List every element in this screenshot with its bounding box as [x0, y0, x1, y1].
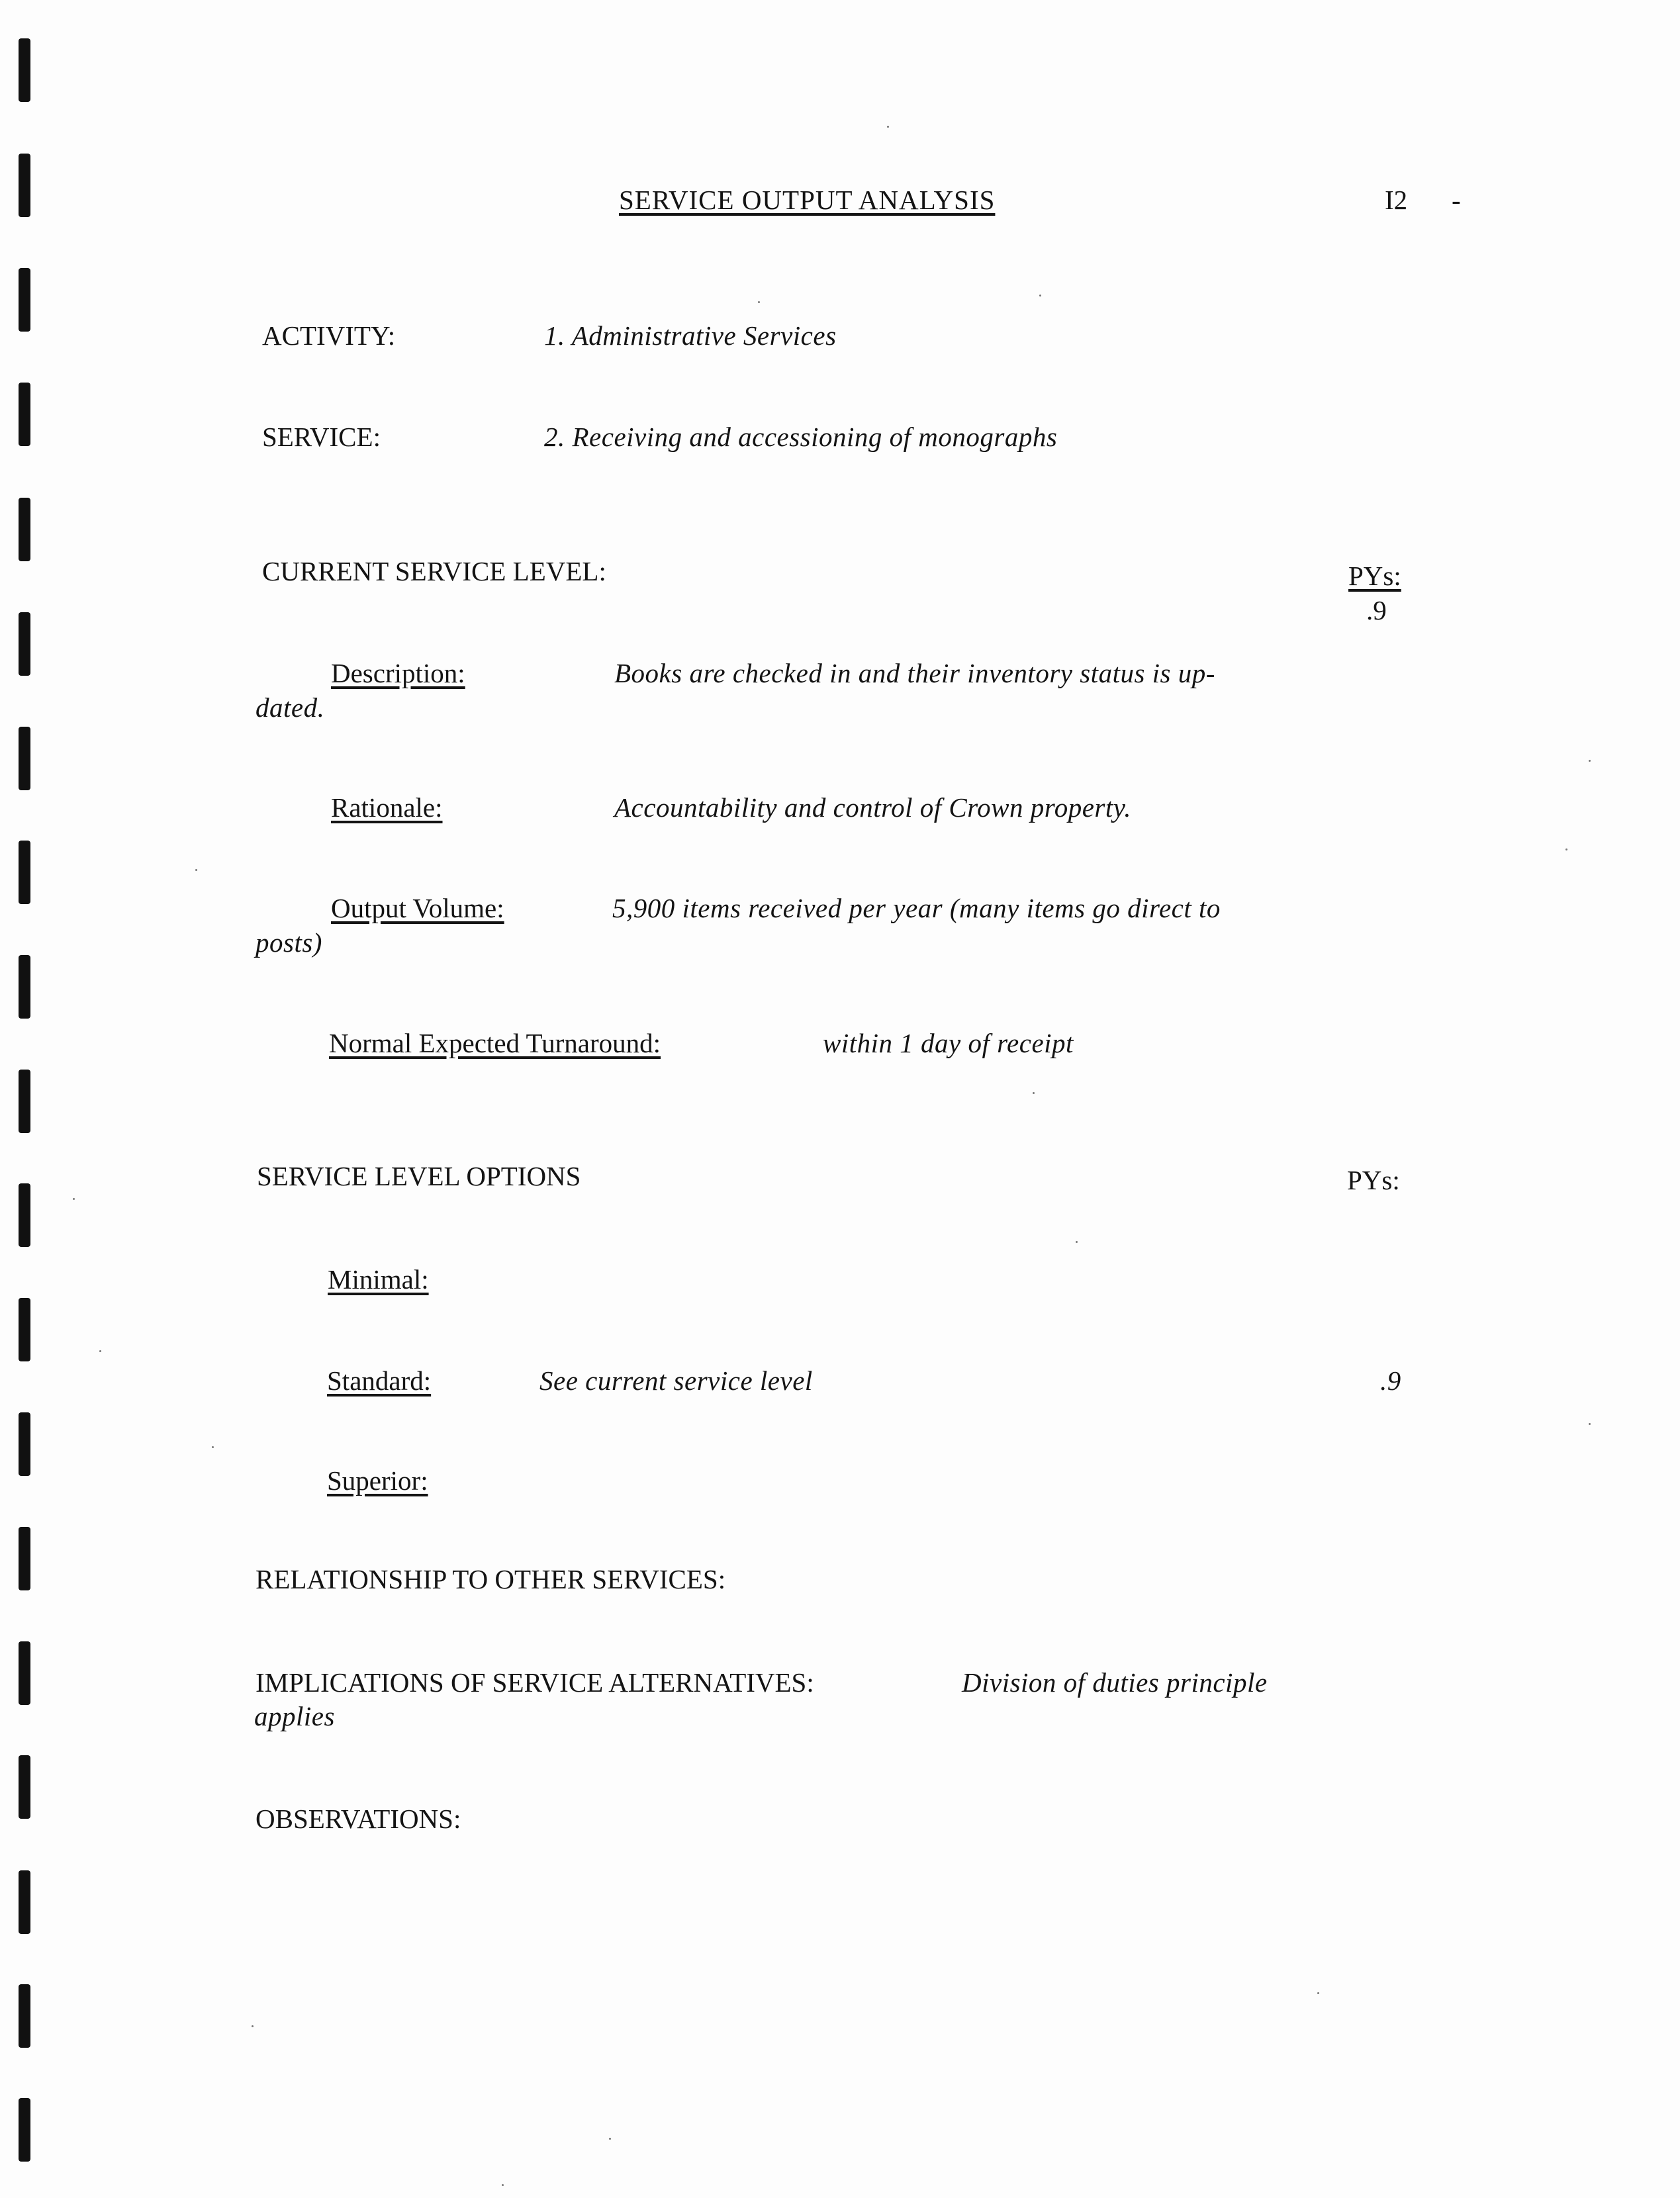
binding-hole [19, 955, 30, 1019]
binding-hole [19, 1412, 30, 1476]
scan-speck [212, 1446, 214, 1448]
description-value: Books are checked in and their inventory status is up- [614, 658, 1215, 688]
binding-hole [19, 727, 30, 790]
activity-label: ACTIVITY: [262, 320, 396, 351]
binding-hole [19, 268, 30, 332]
options-pys-label: PYs: [1347, 1165, 1400, 1195]
scan-speck [1317, 1992, 1319, 1994]
scan-speck [195, 869, 197, 871]
output-volume-label: Output Volume: [331, 893, 504, 923]
binding-hole [19, 1755, 30, 1819]
rationale-label: Rationale: [331, 792, 443, 823]
description-continuation: dated. [256, 692, 325, 723]
service-label: SERVICE: [262, 422, 381, 452]
scan-speck [1565, 848, 1567, 850]
implications-value: Division of duties principle [962, 1667, 1268, 1698]
binding-hole [19, 38, 30, 102]
scan-speck [1039, 295, 1041, 297]
service-level-options-heading: SERVICE LEVEL OPTIONS [257, 1161, 581, 1191]
minimal-label: Minimal: [328, 1264, 429, 1295]
binding-hole [19, 1183, 30, 1247]
binding-hole [19, 2098, 30, 2162]
current-service-level-heading: CURRENT SERVICE LEVEL: [262, 556, 606, 586]
binding-hole [19, 1870, 30, 1934]
scan-speck [887, 126, 889, 128]
relationship-label: RELATIONSHIP TO OTHER SERVICES: [256, 1564, 726, 1594]
scan-speck [758, 301, 760, 303]
implications-continuation: applies [254, 1701, 335, 1731]
activity-value: 1. Administrative Services [544, 320, 837, 351]
standard-label: Standard: [327, 1365, 432, 1396]
binding-hole [19, 154, 30, 217]
scan-speck [99, 1350, 101, 1352]
binding-hole [19, 1641, 30, 1705]
superior-label: Superior: [327, 1465, 428, 1496]
current-pys-value: .9 [1366, 595, 1387, 625]
standard-pys: .9 [1380, 1365, 1401, 1396]
binding-hole [19, 383, 30, 446]
scan-speck [609, 2138, 611, 2140]
page-number: I2 [1385, 185, 1408, 215]
output-volume-continuation: posts) [256, 927, 322, 958]
binding-hole [19, 841, 30, 904]
service-value: 2. Receiving and accessioning of monographs [544, 422, 1058, 452]
standard-value: See current service level [539, 1365, 813, 1396]
binding-hole [19, 498, 30, 561]
binding-hole [19, 612, 30, 676]
scan-speck [73, 1198, 75, 1200]
observations-label: OBSERVATIONS: [256, 1804, 461, 1834]
current-pys-label: PYs: [1348, 561, 1401, 591]
implications-label: IMPLICATIONS OF SERVICE ALTERNATIVES: [256, 1667, 814, 1698]
turnaround-value: within 1 day of receipt [823, 1028, 1074, 1058]
binding-hole [19, 1070, 30, 1133]
scan-speck [252, 2025, 254, 2027]
page-title: SERVICE OUTPUT ANALYSIS [619, 185, 996, 215]
scan-speck [1076, 1241, 1078, 1243]
scan-speck [1589, 1423, 1591, 1425]
output-volume-value: 5,900 items received per year (many items go direct to [612, 893, 1221, 923]
page-dash: - [1452, 185, 1461, 215]
description-label: Description: [331, 658, 465, 688]
scan-speck [1033, 1092, 1035, 1094]
scan-speck [1589, 760, 1591, 762]
binding-hole [19, 1527, 30, 1590]
binding-hole [19, 1298, 30, 1361]
binding-hole [19, 1984, 30, 2048]
rationale-value: Accountability and control of Crown property. [614, 792, 1131, 823]
turnaround-label: Normal Expected Turnaround: [329, 1028, 661, 1058]
scan-speck [502, 2184, 504, 2186]
